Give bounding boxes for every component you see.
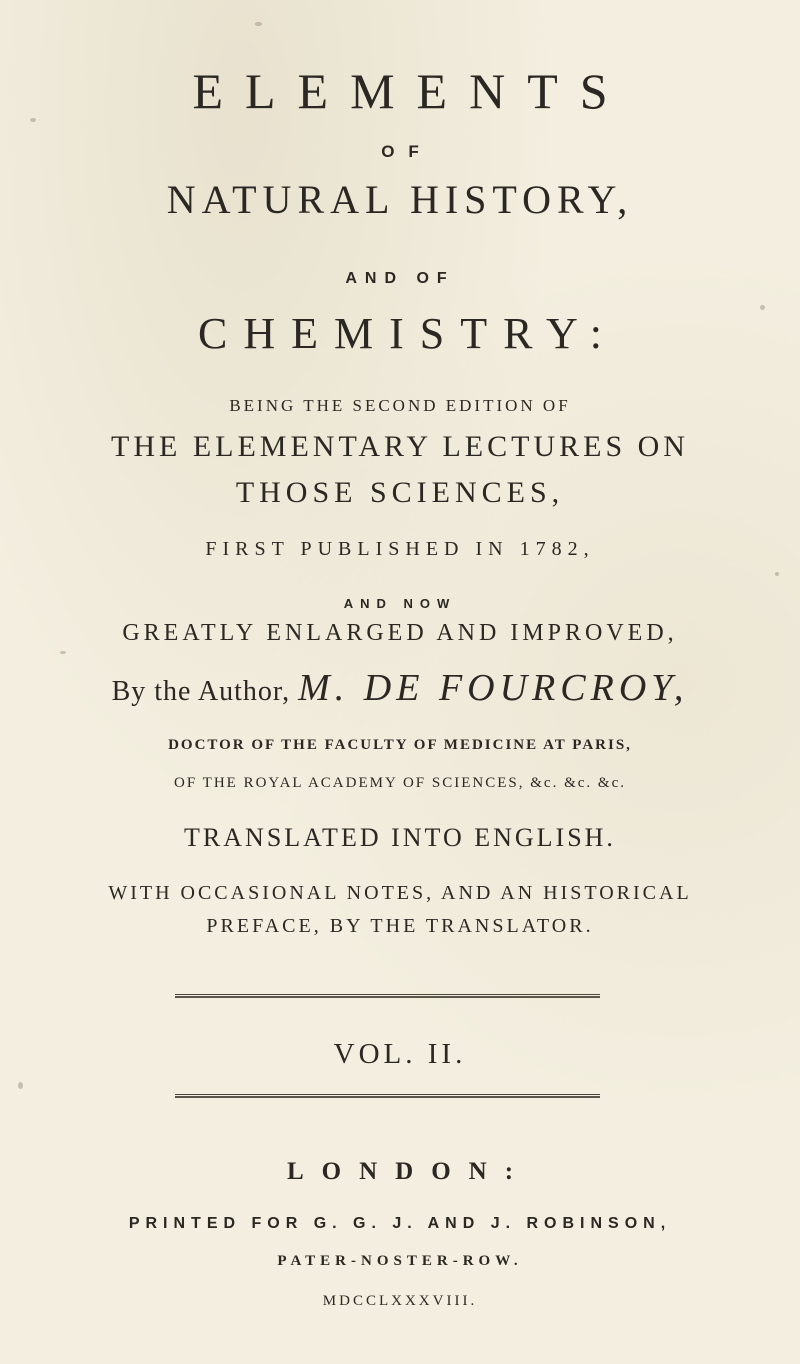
author-credential-academy: OF THE ROYAL ACADEMY OF SCIENCES, &c. &c. &c.	[174, 775, 626, 791]
foxing-speck	[255, 22, 262, 26]
author-name: M. DE FOURCROY,	[298, 667, 689, 709]
title-and-of: AND OF	[345, 270, 455, 287]
subtitle-and-now: AND NOW	[343, 596, 457, 611]
preface-line: PREFACE, BY THE TRANSLATOR.	[206, 915, 594, 937]
subtitle-those-sciences: THOSE SCIENCES,	[235, 476, 565, 509]
title-elements: ELEMENTS	[192, 63, 630, 119]
author-credential-doctor: DOCTOR OF THE FACULTY OF MEDICINE AT PARIS,	[168, 737, 632, 753]
subtitle-first-published: FIRST PUBLISHED IN 1782,	[205, 538, 595, 560]
title-chemistry: CHEMISTRY:	[197, 309, 618, 358]
divider-rule-top	[175, 994, 600, 998]
subtitle-elementary-lectures: THE ELEMENTARY LECTURES ON	[111, 430, 689, 463]
imprint-city: LONDON:	[286, 1158, 532, 1185]
title-of: OF	[381, 142, 433, 161]
foxing-speck	[775, 572, 779, 576]
volume-number: VOL. II.	[333, 1038, 467, 1070]
foxing-speck	[30, 118, 36, 122]
foxing-speck	[760, 305, 765, 310]
foxing-speck	[60, 651, 66, 654]
imprint-address: PATER-NOSTER-ROW.	[277, 1253, 523, 1269]
subtitle-being: BEING THE SECOND EDITION OF	[229, 396, 571, 415]
foxing-speck	[18, 1082, 23, 1089]
imprint-printer: PRINTED FOR G. G. J. AND J. ROBINSON,	[128, 1215, 672, 1232]
author-by: By the Author,	[111, 676, 291, 707]
title-natural-history: NATURAL HISTORY,	[166, 177, 634, 222]
translated-into-english: TRANSLATED INTO ENGLISH.	[184, 823, 616, 852]
imprint-year: MDCCLXXXVIII.	[322, 1293, 478, 1309]
author-line	[0, 666, 800, 710]
notes-line: WITH OCCASIONAL NOTES, AND AN HISTORICAL	[108, 882, 692, 904]
divider-rule-bottom	[175, 1094, 600, 1098]
subtitle-greatly-enlarged: GREATLY ENLARGED AND IMPROVED,	[122, 620, 678, 646]
